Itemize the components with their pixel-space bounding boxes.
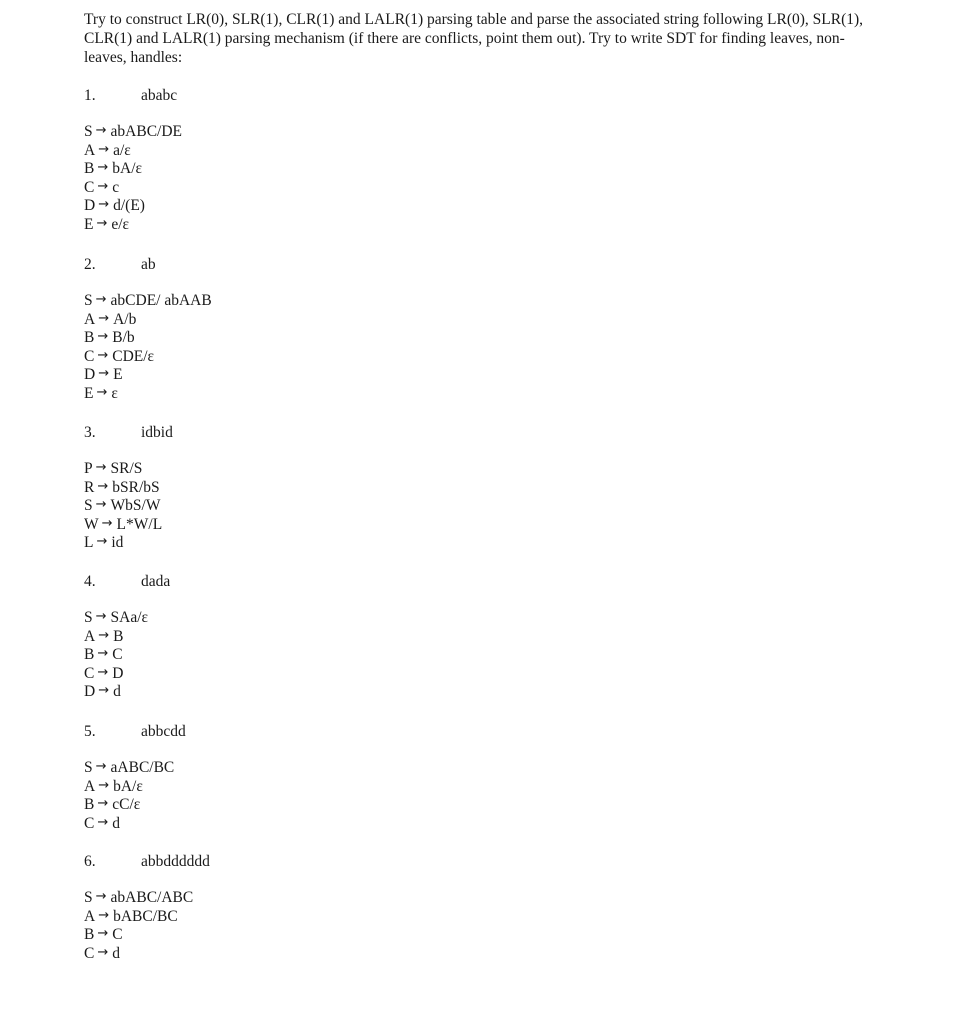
arrow-icon: →	[96, 384, 108, 400]
grammar-rule	[84, 796, 484, 815]
rule-lhs: R	[84, 478, 95, 496]
problem-2	[84, 255, 484, 404]
rule-rhs: E	[113, 366, 123, 384]
rule-rhs: C	[112, 646, 123, 664]
rule-rhs: bA/ε	[113, 777, 143, 795]
rule-rhs: SAa/ε	[110, 609, 149, 626]
arrow-icon: →	[96, 534, 108, 550]
rule-rhs: A/b	[113, 310, 137, 328]
arrow-icon: →	[98, 366, 110, 382]
input-string: abbdddddd	[141, 853, 210, 870]
arrow-icon: →	[98, 310, 110, 326]
rule-lhs: S	[84, 497, 93, 515]
problem-header	[84, 255, 484, 274]
grammar-rule	[84, 759, 484, 778]
arrow-icon: →	[97, 178, 109, 194]
grammar-rule	[84, 609, 484, 628]
rule-lhs: P	[84, 460, 93, 477]
rule-rhs: aABC/BC	[110, 759, 175, 776]
rule-rhs: d/(E)	[113, 197, 145, 215]
rule-rhs: c	[112, 178, 120, 196]
arrow-icon: →	[98, 141, 110, 157]
arrow-icon: →	[98, 683, 110, 699]
grammar	[84, 292, 484, 404]
grammar-rule	[84, 460, 484, 479]
grammar-rule	[84, 292, 484, 311]
rule-lhs: S	[84, 759, 93, 776]
arrow-icon: →	[95, 123, 107, 138]
problem-header	[84, 852, 484, 871]
rule-lhs: D	[84, 683, 96, 701]
arrow-icon: →	[95, 460, 107, 475]
rule-rhs: e/ε	[111, 215, 130, 233]
arrow-icon: →	[98, 627, 110, 643]
grammar-rule	[84, 628, 484, 647]
problem-number: 4.	[84, 573, 96, 590]
rule-lhs: B	[84, 329, 95, 347]
rule-rhs: a/ε	[113, 141, 131, 159]
problem-number: 2.	[84, 256, 96, 273]
rule-lhs: S	[84, 123, 93, 140]
grammar-rule	[84, 179, 484, 198]
rule-rhs: d	[112, 944, 120, 962]
input-string: ab	[141, 256, 156, 273]
rule-rhs: WbS/W	[110, 497, 161, 515]
rule-lhs: E	[84, 384, 94, 402]
grammar-rule	[84, 216, 484, 235]
rule-lhs: A	[84, 310, 96, 328]
problem-header	[84, 86, 484, 105]
problem-6	[84, 852, 484, 963]
problem-3	[84, 423, 484, 553]
arrow-icon: →	[98, 197, 110, 213]
grammar-rule	[84, 348, 484, 367]
rule-lhs: C	[84, 178, 95, 196]
arrow-icon: →	[97, 478, 109, 494]
arrow-icon: →	[97, 664, 109, 680]
grammar	[84, 759, 484, 833]
rule-rhs: SR/S	[110, 460, 143, 477]
rule-lhs: B	[84, 160, 95, 178]
grammar-rule	[84, 778, 484, 797]
grammar-rule	[84, 945, 484, 964]
rule-lhs: C	[84, 944, 95, 962]
arrow-icon: →	[98, 777, 110, 793]
arrow-icon: →	[97, 329, 109, 345]
problem-number: 5.	[84, 723, 96, 740]
arrow-icon: →	[95, 759, 107, 774]
arrow-icon: →	[98, 907, 110, 923]
rule-rhs: bSR/bS	[112, 478, 160, 496]
grammar-rule	[84, 311, 484, 330]
grammar-rule	[84, 683, 484, 702]
rule-lhs: C	[84, 814, 95, 832]
arrow-icon: →	[96, 215, 108, 231]
grammar-rule	[84, 479, 484, 498]
rule-rhs: C	[112, 926, 123, 944]
grammar-rule	[84, 534, 484, 553]
grammar-rule	[84, 160, 484, 179]
rule-lhs: C	[84, 664, 95, 682]
rule-rhs: bA/ε	[112, 160, 143, 178]
rule-lhs: S	[84, 292, 93, 309]
arrow-icon: →	[97, 646, 109, 662]
rule-lhs: A	[84, 627, 96, 645]
rule-lhs: W	[84, 515, 99, 533]
grammar-rule	[84, 497, 484, 516]
rule-lhs: A	[84, 141, 96, 159]
grammar-rule	[84, 908, 484, 927]
problem-header	[84, 722, 484, 741]
grammar	[84, 609, 484, 702]
rule-rhs: CDE/ε	[112, 347, 155, 365]
input-string: ababc	[141, 87, 178, 104]
problem-header	[84, 423, 484, 442]
problem-number: 6.	[84, 853, 96, 870]
arrow-icon: →	[97, 160, 109, 176]
rule-lhs: E	[84, 215, 94, 233]
rule-rhs: B/b	[112, 329, 135, 347]
rule-rhs: D	[112, 664, 124, 682]
input-string: dada	[141, 573, 171, 590]
grammar-rule	[84, 385, 484, 404]
rule-lhs: S	[84, 889, 93, 906]
arrow-icon: →	[97, 926, 109, 942]
problem-4	[84, 572, 484, 702]
arrow-icon: →	[97, 944, 109, 960]
problem-number: 1.	[84, 87, 96, 104]
rule-rhs: cC/ε	[112, 796, 141, 814]
rule-rhs: ε	[111, 384, 118, 402]
rule-rhs: B	[113, 627, 124, 645]
grammar-rule	[84, 815, 484, 834]
rule-rhs: L*W/L	[116, 515, 163, 533]
arrow-icon: →	[97, 347, 109, 363]
grammar-rule	[84, 142, 484, 161]
grammar-rule	[84, 123, 484, 142]
rule-lhs: C	[84, 347, 95, 365]
intro-paragraph: Try to construct LR(0), SLR(1), CLR(1) and LALR(1) parsing table and parse the associated string following LR(0), SLR(1), CLR(1) and LALR(1) parsing mechanism (if there are conflicts, point them out). Try to write SDT for finding leaves, non-leaves, handles:	[84, 11, 864, 66]
rule-lhs: L	[84, 534, 94, 552]
grammar-rule	[84, 366, 484, 385]
arrow-icon: →	[95, 889, 107, 904]
rule-lhs: A	[84, 907, 96, 925]
grammar-rule	[84, 516, 484, 535]
grammar	[84, 123, 484, 235]
rule-rhs: d	[112, 814, 120, 832]
input-string: idbid	[141, 424, 173, 441]
grammar	[84, 889, 484, 963]
rule-lhs: D	[84, 366, 96, 384]
grammar-rule	[84, 197, 484, 216]
problem-number: 3.	[84, 424, 96, 441]
rule-lhs: B	[84, 646, 95, 664]
grammar-rule	[84, 329, 484, 348]
arrow-icon: →	[95, 497, 107, 513]
problem-5	[84, 722, 484, 833]
arrow-icon: →	[95, 292, 107, 307]
rule-rhs: abABC/ABC	[110, 889, 194, 906]
rule-lhs: D	[84, 197, 96, 215]
arrow-icon: →	[97, 814, 109, 830]
arrow-icon: →	[97, 796, 109, 812]
arrow-icon: →	[101, 515, 113, 531]
rule-lhs: A	[84, 777, 96, 795]
rule-lhs: B	[84, 926, 95, 944]
grammar-rule	[84, 646, 484, 665]
rule-lhs: B	[84, 796, 95, 814]
problem-header	[84, 572, 484, 591]
problem-1	[84, 86, 484, 235]
rule-rhs: d	[113, 683, 121, 701]
grammar-rule	[84, 665, 484, 684]
input-string: abbcdd	[141, 723, 186, 740]
grammar	[84, 460, 484, 553]
rule-lhs: S	[84, 609, 93, 626]
arrow-icon: →	[95, 609, 107, 624]
grammar-rule	[84, 889, 484, 908]
rule-rhs: abABC/DE	[110, 123, 182, 140]
rule-rhs: bABC/BC	[113, 907, 178, 925]
rule-rhs: id	[111, 534, 124, 552]
rule-rhs: abCDE/ abAAB	[110, 292, 212, 309]
document	[84, 10, 874, 962]
grammar-rule	[84, 926, 484, 945]
